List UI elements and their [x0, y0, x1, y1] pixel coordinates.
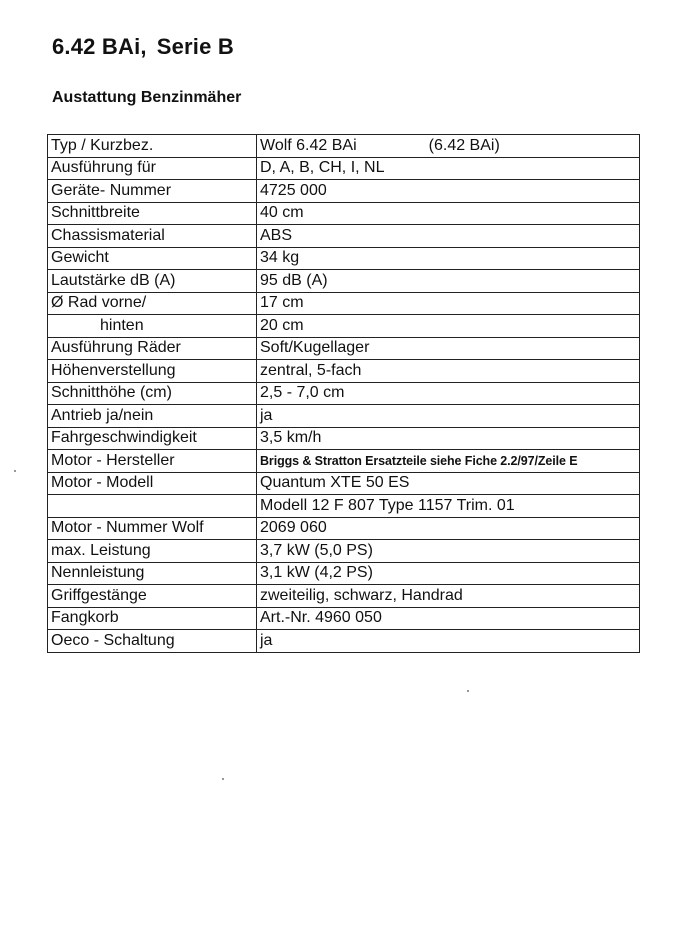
table-row — [48, 517, 640, 540]
row-label: Geräte- Nummer — [48, 180, 257, 203]
row-label: Motor - Modell — [48, 472, 257, 495]
table-row — [48, 315, 640, 338]
table-row — [48, 202, 640, 225]
row-label: Typ / Kurzbez. — [48, 135, 257, 158]
row-value: zentral, 5-fach — [257, 360, 640, 383]
table-row — [48, 135, 640, 158]
table-row — [48, 247, 640, 270]
row-value: zweiteilig, schwarz, Handrad — [257, 585, 640, 608]
row-label: Chassismaterial — [48, 225, 257, 248]
row-label: Gewicht — [48, 247, 257, 270]
row-value: ABS — [257, 225, 640, 248]
table-row — [48, 270, 640, 293]
row-label: Fahrgeschwindigkeit — [48, 427, 257, 450]
scan-speck — [222, 778, 224, 780]
table-row — [48, 630, 640, 653]
spec-table — [47, 134, 640, 653]
row-value: ja — [257, 630, 640, 653]
row-value: Soft/Kugellager — [257, 337, 640, 360]
row-value-extra: (6.42 BAi) — [428, 136, 500, 154]
row-label: Motor - Hersteller — [48, 450, 257, 473]
table-row — [48, 450, 640, 473]
table-row — [48, 562, 640, 585]
section-subtitle: Austattung Benzinmäher — [52, 89, 242, 106]
row-value: Art.-Nr. 4960 050 — [257, 607, 640, 630]
row-label: Antrieb ja/nein — [48, 405, 257, 428]
table-row — [48, 157, 640, 180]
row-value: Quantum XTE 50 ES — [257, 472, 640, 495]
row-value: 4725 000 — [257, 180, 640, 203]
row-value: 40 cm — [257, 202, 640, 225]
row-label: Griffgestänge — [48, 585, 257, 608]
row-value-main: Wolf 6.42 BAi — [260, 136, 357, 154]
table-row — [48, 180, 640, 203]
title-series: Serie B — [156, 34, 234, 59]
row-value: Modell 12 F 807 Type 1157 Trim. 01 — [257, 495, 640, 518]
row-label: Ausführung Räder — [48, 337, 257, 360]
table-row — [48, 292, 640, 315]
row-value: 3,5 km/h — [257, 427, 640, 450]
table-row — [48, 360, 640, 383]
row-value: 20 cm — [257, 315, 640, 338]
row-label: Schnitthöhe (cm) — [48, 382, 257, 405]
row-label: Fangkorb — [48, 607, 257, 630]
row-label: Schnittbreite — [48, 202, 257, 225]
row-label: hinten — [48, 315, 257, 338]
row-value: D, A, B, CH, I, NL — [257, 157, 640, 180]
row-value: 3,1 kW (4,2 PS) — [257, 562, 640, 585]
row-value: Briggs & Stratton Ersatzteile siehe Fiche 2.2/97/Zeile E — [257, 450, 640, 473]
table-row — [48, 585, 640, 608]
row-label: Nennleistung — [48, 562, 257, 585]
table-row — [48, 472, 640, 495]
row-value: 2069 060 — [257, 517, 640, 540]
row-value — [257, 135, 640, 158]
table-row — [48, 540, 640, 563]
row-label: Lautstärke dB (A) — [48, 270, 257, 293]
row-value: 2,5 - 7,0 cm — [257, 382, 640, 405]
row-label: Motor - Nummer Wolf — [48, 517, 257, 540]
row-label: Ausführung für — [48, 157, 257, 180]
row-label: Höhenverstellung — [48, 360, 257, 383]
row-value: ja — [257, 405, 640, 428]
row-label: Oeco - Schaltung — [48, 630, 257, 653]
row-value: 17 cm — [257, 292, 640, 315]
table-row — [48, 495, 640, 518]
title-model: 6.42 BAi, — [52, 34, 147, 59]
row-label: max. Leistung — [48, 540, 257, 563]
table-row — [48, 405, 640, 428]
row-value: 34 kg — [257, 247, 640, 270]
table-row — [48, 382, 640, 405]
page-title — [52, 34, 234, 60]
row-label: Ø Rad vorne/ — [48, 292, 257, 315]
row-value: 3,7 kW (5,0 PS) — [257, 540, 640, 563]
row-value: 95 dB (A) — [257, 270, 640, 293]
row-label — [48, 495, 257, 518]
table-row — [48, 607, 640, 630]
table-row — [48, 337, 640, 360]
table-row — [48, 427, 640, 450]
scan-speck — [467, 690, 469, 692]
table-row — [48, 225, 640, 248]
scan-speck — [14, 470, 16, 472]
